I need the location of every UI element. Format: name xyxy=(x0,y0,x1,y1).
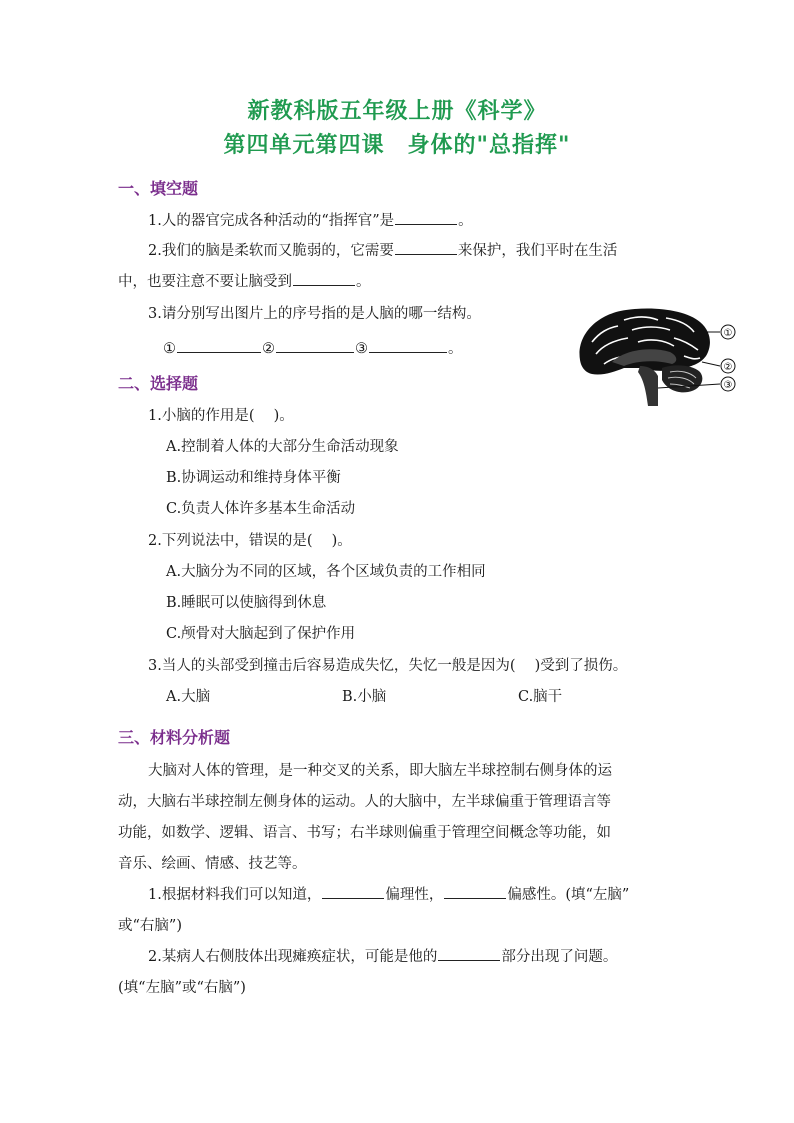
document-title: 新教科版五年级上册《科学》 xyxy=(247,99,547,124)
question-2-1: 1.小脑的作用是( )。 xyxy=(148,408,294,424)
question-1-3-answers: ① ② ③ 。 xyxy=(163,341,463,357)
question-1-1: 1.人的器官完成各种活动的“指挥官”是 。 xyxy=(148,213,473,229)
document-subtitle: 第四单元第四课 身体的"总指挥" xyxy=(223,133,571,158)
answer-blank[interactable] xyxy=(369,351,447,353)
question-3-1-cont: 或“右脑”) xyxy=(118,918,182,934)
brain-label-2: ② xyxy=(723,362,733,373)
option-2-2-a[interactable]: A.大脑分为不同的区域，各个区域负责的工作相同 xyxy=(166,564,486,580)
question-3-2: 2.某病人右侧肢体出现瘫痪症状，可能是他的 部分出现了问题。 xyxy=(148,949,618,965)
material-paragraph-line: 功能，如数学、逻辑、语言、书写；右半球则偏重于管理空间概念等功能，如 xyxy=(118,825,611,841)
answer-blank[interactable] xyxy=(177,351,261,353)
answer-blank[interactable] xyxy=(293,284,355,286)
question-1-2: 2.我们的脑是柔软而又脆弱的，它需要 来保护，我们平时在生活 xyxy=(148,243,618,259)
answer-blank[interactable] xyxy=(395,253,457,255)
section-heading-fill-blank: 一、填空题 xyxy=(118,179,199,198)
brain-diagram xyxy=(574,302,742,412)
brain-label-1: ① xyxy=(723,328,733,339)
material-paragraph-line: 大脑对人体的管理，是一种交叉的关系，即大脑左半球控制右侧身体的运 xyxy=(148,763,612,779)
question-1-3: 3.请分别写出图片上的序号指的是人脑的哪一结构。 xyxy=(148,306,481,322)
option-2-3-b[interactable]: B.小脑 xyxy=(342,689,387,705)
answer-blank[interactable] xyxy=(322,897,384,899)
option-2-2-b[interactable]: B.睡眠可以使脑得到休息 xyxy=(166,595,327,611)
question-1-2-cont: 中，也要注意不要让脑受到 。 xyxy=(118,274,371,290)
answer-blank[interactable] xyxy=(438,959,500,961)
option-2-1-c[interactable]: C.负责人体许多基本生命活动 xyxy=(166,501,356,517)
answer-blank[interactable] xyxy=(444,897,506,899)
question-2-3: 3.当人的头部受到撞击后容易造成失忆，失忆一般是因为( )受到了损伤。 xyxy=(148,658,628,674)
answer-blank[interactable] xyxy=(395,223,457,225)
question-2-2: 2.下列说法中，错误的是( )。 xyxy=(148,533,352,549)
section-heading-choice: 二、选择题 xyxy=(118,374,199,393)
option-2-3-c[interactable]: C.脑干 xyxy=(518,689,563,705)
option-2-2-c[interactable]: C.颅骨对大脑起到了保护作用 xyxy=(166,626,356,642)
material-paragraph-line: 音乐、绘画、情感、技艺等。 xyxy=(118,856,307,872)
answer-blank[interactable] xyxy=(276,351,354,353)
option-2-3-a[interactable]: A.大脑 xyxy=(166,689,211,705)
material-paragraph-line: 动，大脑右半球控制左侧身体的运动。人的大脑中，左半球偏重于管理语言等 xyxy=(118,794,611,810)
question-3-2-cont: (填“左脑”或“右脑”) xyxy=(118,980,246,996)
option-2-1-a[interactable]: A.控制着人体的大部分生命活动现象 xyxy=(166,439,399,455)
question-3-1: 1.根据材料我们可以知道， 偏理性， 偏感性。(填“左脑” xyxy=(148,887,630,903)
section-heading-material: 三、材料分析题 xyxy=(118,728,231,747)
brain-label-3: ③ xyxy=(723,380,733,391)
option-2-1-b[interactable]: B.协调运动和维持身体平衡 xyxy=(166,470,341,486)
